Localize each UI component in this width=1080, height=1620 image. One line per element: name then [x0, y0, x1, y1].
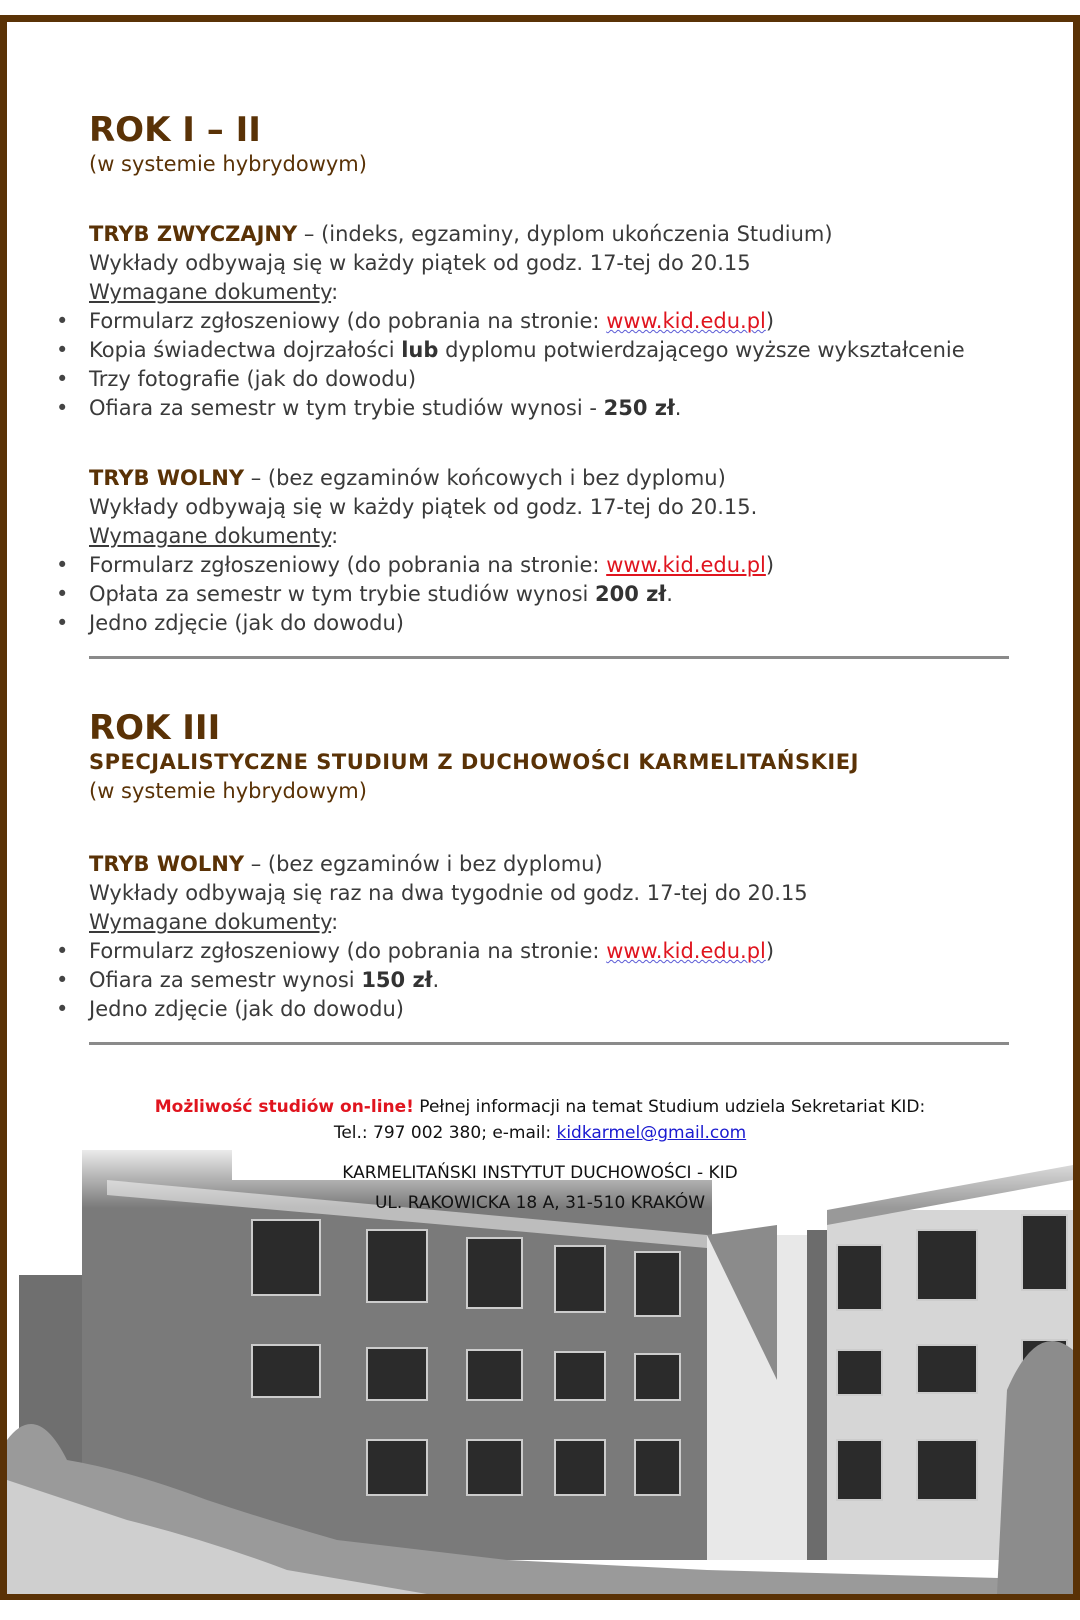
- list-item: [89, 307, 1009, 336]
- docs-label-text: Wymagane dokumenty: [89, 910, 332, 934]
- colon: :: [331, 280, 339, 304]
- institute-name: KARMELITAŃSKI INSTYTUT DUCHOWOŚCI - KID: [342, 1163, 738, 1183]
- schedule-text: Wykłady odbywają się w każdy piątek od godz. 17-tej do 20.15: [89, 251, 751, 275]
- item-text: .: [666, 582, 673, 606]
- requirements-list: [89, 307, 1009, 423]
- item-text: Opłata za semestr w tym trybie studiów wynosi: [89, 582, 596, 606]
- colon: :: [331, 524, 339, 548]
- docs-label-text: Wymagane dokumenty: [89, 280, 332, 304]
- list-item: • Trzy fotografie (jak do dowodu): [89, 365, 1009, 394]
- mode-heading: [89, 220, 1009, 249]
- mode-label: TRYB ZWYCZAJNY: [89, 222, 298, 246]
- item-bold: 250 zł: [603, 396, 675, 420]
- requirements-list: [89, 551, 1009, 638]
- docs-label: [89, 522, 1009, 551]
- footer-info: [0, 1094, 1080, 1120]
- item-bold: lub: [401, 338, 439, 362]
- institute-address: UL. RAKOWICKA 18 A, 31-510 KRAKÓW: [374, 1193, 706, 1213]
- item-text: .: [432, 968, 440, 992]
- schedule-text: Wykłady odbywają się raz na dwa tygodnie od godz. 17-tej do 20.15: [89, 881, 808, 905]
- schedule-text: Wykłady odbywają się w każdy piątek od godz. 17-tej do 20.15.: [89, 495, 758, 519]
- item-text: .: [674, 396, 682, 420]
- section-heading: SPECJALISTYCZNE STUDIUM Z DUCHOWOŚCI KARMELITAŃSKIEJ: [89, 750, 859, 774]
- item-text: Ofiara za semestr wynosi: [89, 968, 362, 992]
- list-item: [89, 394, 1009, 423]
- mode-heading: [89, 464, 1009, 493]
- website-link[interactable]: www.kid.edu.pl: [606, 939, 766, 963]
- item-bold: 200 zł: [595, 582, 667, 606]
- mode-label: TRYB WOLNY: [89, 852, 245, 876]
- item-text: Formularz zgłoszeniowy (do pobrania na stronie:: [89, 939, 607, 963]
- contact-text: Tel.: 797 002 380; e-mail:: [333, 1123, 557, 1143]
- mode-heading: [89, 850, 1009, 879]
- list-item: [89, 336, 1009, 365]
- section-subtitle: (w systemie hybrydowym): [89, 152, 367, 176]
- mode-label: TRYB WOLNY: [89, 466, 245, 490]
- docs-label: [89, 908, 1009, 937]
- list-item: • Jedno zdjęcie (jak do dowodu): [89, 995, 1009, 1024]
- item-text: Kopia świadectwa dojrzałości: [89, 338, 402, 362]
- mode-description: – (bez egzaminów końcowych i bez dyplomu): [244, 466, 726, 490]
- footer-contact: [0, 1120, 1080, 1146]
- website-link[interactable]: www.kid.edu.pl: [606, 553, 766, 577]
- list-item: [89, 580, 1009, 609]
- list-item: [89, 551, 1009, 580]
- list-item: [89, 937, 1009, 966]
- list-item: [89, 966, 1009, 995]
- mode-description: – (bez egzaminów i bez dyplomu): [244, 852, 603, 876]
- requirements-list: [89, 937, 1009, 1024]
- item-text: ): [765, 309, 775, 333]
- item-text: Formularz zgłoszeniowy (do pobrania na stronie:: [89, 553, 607, 577]
- docs-label: [89, 278, 1009, 307]
- section-title: ROK I – II: [89, 110, 261, 150]
- item-text: Ofiara za semestr w tym trybie studiów wynosi -: [89, 396, 604, 420]
- section-subtitle: (w systemie hybrydowym): [89, 779, 367, 803]
- list-item: • Jedno zdjęcie (jak do dowodu): [89, 609, 1009, 638]
- item-text: Formularz zgłoszeniowy (do pobrania na stronie:: [89, 309, 607, 333]
- docs-label-text: Wymagane dokumenty: [89, 524, 332, 548]
- item-text: dyplomu potwierdzającego wyższe wykształcenie: [438, 338, 965, 362]
- info-text: Pełnej informacji na temat Studium udziela Sekretariat KID:: [413, 1097, 926, 1117]
- item-text: ): [765, 939, 775, 963]
- item-text: ): [765, 553, 775, 577]
- section-title: ROK III: [89, 708, 221, 748]
- online-notice: Możliwość studiów on-line!: [154, 1097, 414, 1117]
- divider: [89, 1042, 1009, 1045]
- mode-description: – (indeks, egzaminy, dyplom ukończenia Studium): [297, 222, 833, 246]
- email-link[interactable]: kidkarmel@gmail.com: [556, 1123, 747, 1143]
- colon: :: [331, 910, 339, 934]
- website-link[interactable]: www.kid.edu.pl: [606, 309, 766, 333]
- item-bold: 150 zł: [361, 968, 433, 992]
- document-body: [89, 110, 1009, 1045]
